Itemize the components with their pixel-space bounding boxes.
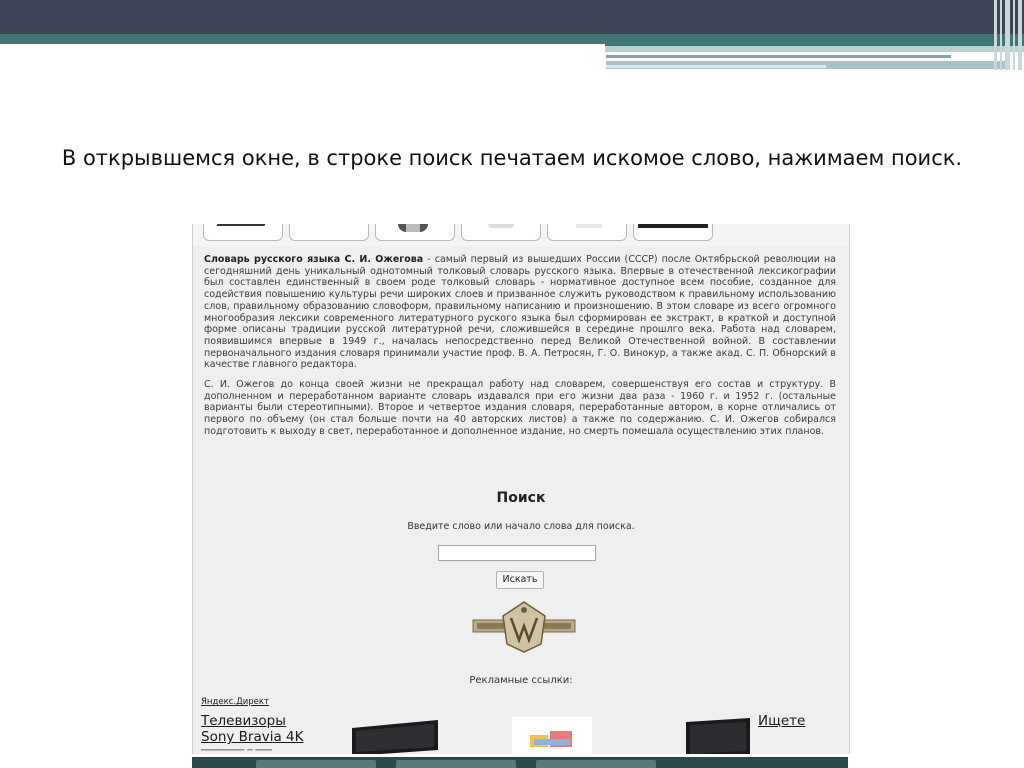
product-thumbnail[interactable] [461,224,541,241]
product-thumbnail-strip [193,224,849,246]
tv-ad-image[interactable] [684,718,752,754]
product-thumbnail[interactable] [633,224,713,241]
product-thumbnail[interactable] [289,224,369,241]
product-thumbnail[interactable] [547,224,627,241]
header-accent-line [606,55,951,58]
dictionary-description [204,254,836,446]
yandex-direct-link[interactable]: Яндекс.Директ [201,697,269,707]
dictionary-page-screenshot [192,224,850,754]
ad-link-search[interactable]: Ищете [758,713,806,729]
dictionary-paragraph-1-text: - самый первый из вышедших России (СССР) после Октябрьской революции на сегодняшний день уникальный однотомный толковый словарь русского языка. Впервые в отечественной лексикографии был составлен единственный в своем роде толковый словарь - нормативное доступное всем пособие, созданное для содействия повышению культуры речи широких слоев и призванное служить руководством к правильному использованию слов, правильному образованию словоформ, правильному написанию и произношению. В этом словаре из всего огромного многообразия лексики современного литературного руского языка был сформирован ее экстракт, в краткой и доступной форме описаны традиции русской литературной речи, сложившейся в середине прошлго века. Работа над словарем, появившимся впервые в 1949 г., началась непосредственно перед Великой Отечественной войной. В составлении первоначального издания словаря принимали участие проф. В. А. Петросян, Г. О. Винокур, а также акад. С. П. Обнорский в качестве главного редактора. [204,254,836,371]
taskbar-button[interactable] [536,760,656,768]
dictionary-emblem-icon [469,596,579,656]
ad-link-tv-line1: Телевизоры [201,713,286,729]
dictionary-paragraph-2: С. И. Ожегов до конца своей жизни не прекращал работу над словарем, совершенствуя его состав и структуру. В дополненном и переработанном варианте словарь издавался при его жизни два раза - 1960 г. и 1952 г. (остальные варианты были стереотипными). Второе и четвертое издания словаря, переработанные автором, в корне отличались от первого по объему (он стал больше почти на 40 авторских листов) а также по содержанию. С. И. Ожегов собирался подготовить к выходу в свет, переработанное и дополненное издание, но смерть помешала осуществлению этих планов. [204,379,836,437]
taskbar-button[interactable] [396,760,516,768]
dictionary-paragraph-1 [204,254,836,371]
dictionary-name: Словарь русского языка С. И. Ожегова [204,254,424,265]
taskbar [192,757,848,768]
ad-subtext-cut: ──────── ─ ─── [201,746,272,754]
product-thumbnail[interactable] [375,224,455,241]
tv-ad-image[interactable] [350,720,440,754]
ad-link-tv[interactable] [201,713,304,745]
search-heading: Поиск [496,490,546,506]
product-thumbnail[interactable] [203,224,283,241]
search-hint: Введите слово или начало слова для поиска. [407,521,635,532]
header-vertical-bars [990,0,1024,70]
ad-image[interactable] [512,717,592,754]
slide-title: В открывшемся окне, в строке поиск печатаем искомое слово, нажимаем поиск. [61,146,963,170]
header-band-white [0,44,605,60]
search-button[interactable]: Искать [496,571,544,589]
header-band-dark [0,0,1024,34]
ads-heading: Рекламные ссылки: [469,675,573,686]
header-accent-line [606,65,826,68]
taskbar-button[interactable] [256,760,376,768]
search-input[interactable] [438,545,596,561]
ad-link-tv-line2: Sony Bravia 4K [201,729,304,745]
